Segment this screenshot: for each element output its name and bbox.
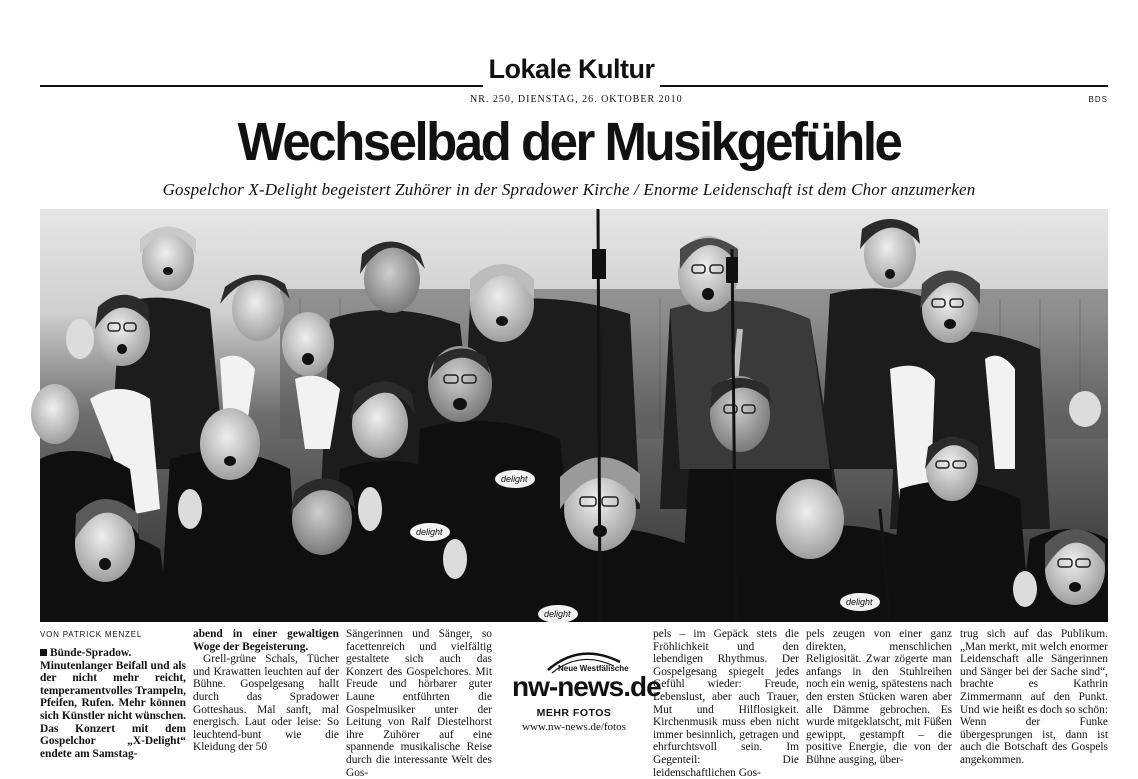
header-rule-left — [40, 85, 483, 87]
page-code: BDS — [1088, 95, 1108, 104]
article-column-4 — [653, 628, 799, 779]
article-paragraph: pels – im Gepäck stets die Fröhlichkeit und den lebendigen Rhythmus. Der Gospelgesang spiegelt jedes Gefühl wieder: Freude, Lebenslust, aber auch Trauer, Mut und Hilflosigkeit. Kirchenmusik muss eben nicht immer besinnlich, getragen und ehrfurchtsvoll sein. Im Gegenteil: Die leidenschaftlichen Gos- — [653, 628, 799, 779]
logo-main-text: nw-news.de — [512, 671, 661, 702]
article-paragraph: Grell-grüne Schals, Tücher und Krawatten leuchten auf der Bühne. Gospelgesang hallt durch das Spradower Gotteshaus. Mal sanft, mal energisch. Laut oder leise: So leuchtend-bunt wie die Kleidung der 50 — [193, 653, 339, 754]
article-column-3 — [346, 628, 492, 779]
headline: Wechselbad der Musikgefühle — [237, 111, 901, 172]
shirt-logo-text: delight — [501, 474, 528, 484]
issue-line: NR. 250, DIENSTAG, 26. OKTOBER 2010 — [470, 94, 683, 105]
choir-photo — [40, 209, 1108, 622]
byline: VON PATRICK MENZEL — [40, 630, 143, 639]
nw-news-logo — [510, 640, 661, 702]
shirt-logo-text: delight — [416, 527, 443, 537]
article-paragraph: trug sich auf das Publikum. „Man merkt, mit welch enormer Leidenschaft alle Sängerinnen und Sänger bei der Sache sind“, brachte es Kathrin Zimmermann auf den Punkt. Und wie heißt es doch so schön: Wenn der Funke übergesprungen ist, dann ist auch die Botschaft des Gospels angekommen. — [960, 628, 1108, 766]
article-lead-continuation: abend in einer gewaltigen Woge der Begeisterung. — [193, 628, 339, 653]
article-paragraph: pels zeugen von einer ganz direkten, menschlichen Religiosität. Zwar zögerte man anfangs in den Stuhlreihen noch ein wenig, spätestens nach den ersten Stücken waren aber alle Dämme gebrochen. Es wurde mitgeklatscht, mit Füßen gewippt, gestampft – die positive Energie, die von der Bühne ausging, über- — [806, 628, 952, 766]
article-column-1 — [40, 647, 186, 760]
article-column-2 — [193, 628, 339, 754]
promo-url-link[interactable]: www.nw-news.de/fotos — [522, 721, 626, 733]
shirt-logo-text: delight — [544, 609, 571, 619]
article-paragraph: Sängerinnen und Sänger, so facettenreich und vielfältig gestaltete sich auch das Konzert des Gospelchores. Mit Freude und hörbarer guter Laune entführten die Gospelmusiker unter der Leitung von Ralf Diestelhorst ihre Zuhörer auf eine spannende musikalische Reise durch die interessante Welt des Gos- — [346, 628, 492, 779]
shirt-logo-text: delight — [846, 597, 873, 607]
photo-promo-box[interactable] — [500, 640, 661, 740]
header-rule-right — [660, 85, 1108, 87]
bullet-square-icon — [40, 649, 47, 656]
subheadline: Gospelchor X-Delight begeistert Zuhörer in der Spradower Kirche / Enormе Leidenschaft ist dem Chor anzumerken — [162, 180, 976, 199]
article-column-6 — [960, 628, 1108, 767]
article-column-5 — [806, 628, 952, 767]
section-title: Lokale Kultur — [488, 54, 655, 84]
section-header — [40, 52, 1108, 92]
logo-small-text: Neue Westfälische — [558, 664, 629, 673]
promo-label: MEHR FOTOS — [536, 707, 612, 719]
article-lead-text: Bünde-Spradow. Minutenlanger Beifall und als der nicht mehr reicht, temperamentvolles Trampeln, Pfeifen, Rufen. Mehr können sich Künstler nicht wünschen. Das Konzert mit dem Gospelchor „X-Delight“ endete am Samstag- — [40, 647, 186, 760]
